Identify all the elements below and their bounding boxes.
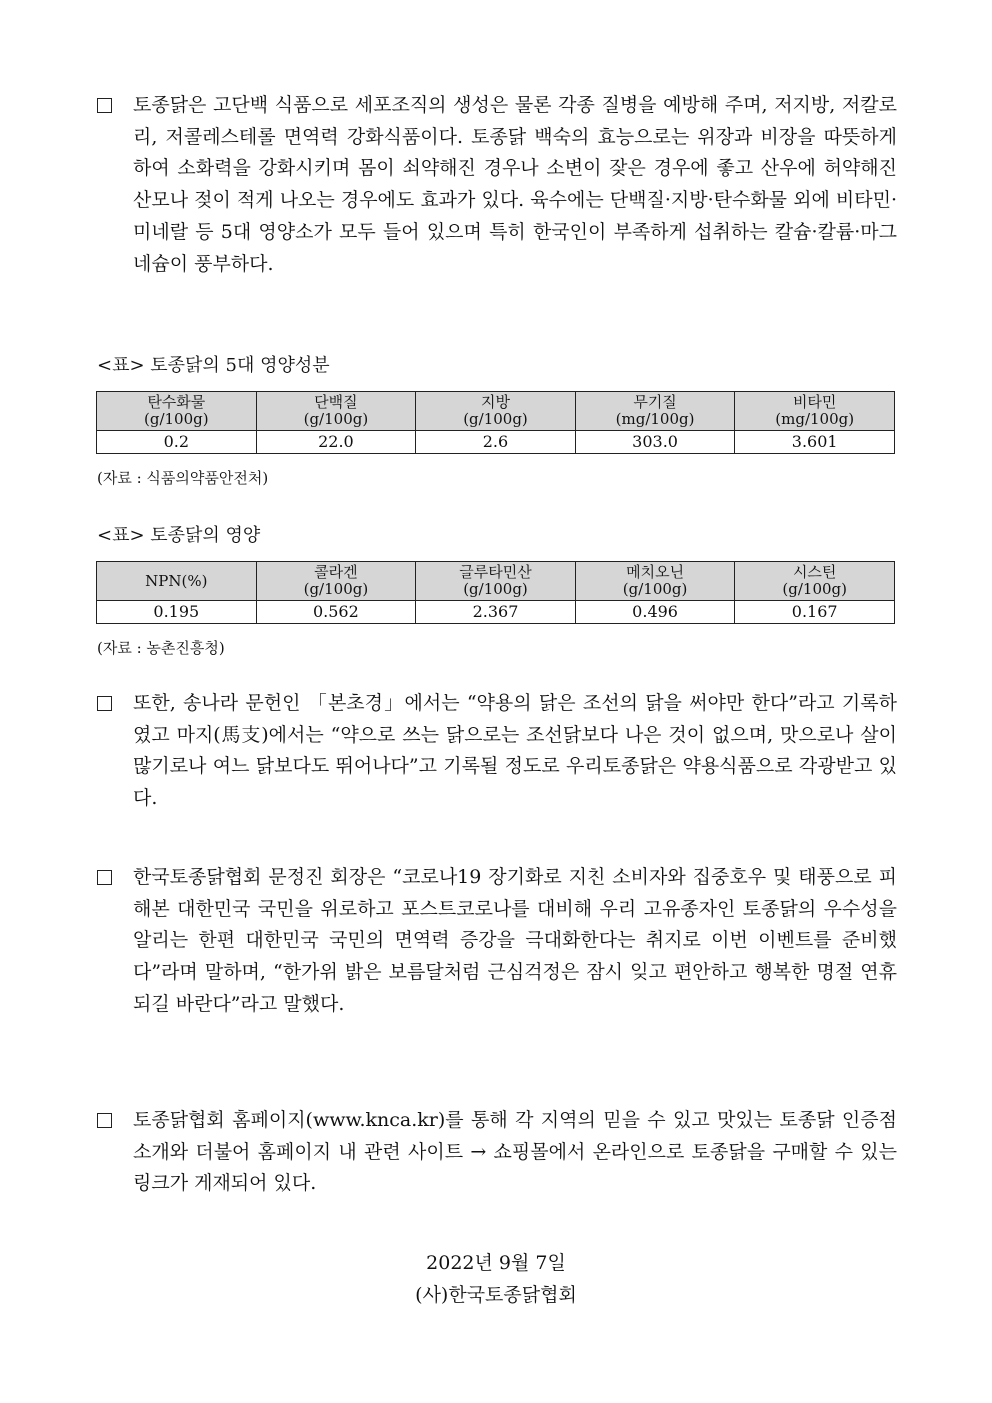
table-header-cell: NPN(%) bbox=[97, 562, 257, 601]
table-header-cell: 콜라겐 (g/100g) bbox=[256, 562, 416, 601]
table-cell: 0.167 bbox=[735, 601, 895, 624]
paragraph-nutrition bbox=[97, 90, 897, 280]
table-cell: 22.0 bbox=[256, 431, 416, 454]
table1-source: (자료 : 식품의약품안전처) bbox=[97, 469, 269, 487]
table-row bbox=[97, 601, 895, 624]
nutrition-table bbox=[96, 391, 895, 454]
table-cell: 0.562 bbox=[256, 601, 416, 624]
paragraph-text: 또한, 송나라 문헌인 「본초경」에서는 “약용의 닭은 조선의 닭을 써야만 한다”라고 기록하였고 마지(馬支)에서는 “약으로 쓰는 닭으로는 조선닭보다 나은 것이 없으며, 맛으로나 살이 많기로나 여느 닭보다도 뛰어나다”고 기록될 정도로 우리토종닭은 약용식품으로 각광받고 있다. bbox=[133, 692, 897, 810]
checkbox-bullet-icon bbox=[97, 1113, 112, 1128]
nutrition-detail-table bbox=[96, 561, 895, 624]
table-cell: 0.2 bbox=[97, 431, 257, 454]
checkbox-bullet-icon bbox=[97, 98, 112, 113]
table-row bbox=[97, 431, 895, 454]
table2-source: (자료 : 농촌진흥청) bbox=[97, 639, 225, 657]
checkbox-bullet-icon bbox=[97, 870, 112, 885]
table-cell: 303.0 bbox=[575, 431, 735, 454]
paragraph-text: 토종닭은 고단백 식품으로 세포조직의 생성은 물론 각종 질병을 예방해 주며, 저지방, 저칼로리, 저콜레스테롤 면역력 강화식품이다. 토종닭 백숙의 효능으로는 위장과 비장을 따뜻하게 하여 소화력을 강화시키며 몸이 쇠약해진 경우나 소변이 잦은 경우에 좋고 산우에 허약해진 산모나 젖이 적게 나오는 경우에도 효과가 있다. 육수에는 단백질·지방·탄수화물 외에 비타민·미네랄 등 5대 영양소가 모두 들어 있으며 특히 한국인이 부족하게 섭취하는 칼슘·칼륨·마그네슘이 풍부하다. bbox=[133, 94, 897, 275]
table-header-cell: 비타민 (mg/100g) bbox=[735, 392, 895, 431]
table-cell: 0.496 bbox=[575, 601, 735, 624]
table-cell: 0.195 bbox=[97, 601, 257, 624]
table-header-cell: 무기질 (mg/100g) bbox=[575, 392, 735, 431]
table2-caption: <표> 토종닭의 영양 bbox=[97, 525, 261, 546]
table1-caption: <표> 토종닭의 5대 영양성분 bbox=[97, 355, 330, 376]
paragraph-homepage bbox=[97, 1105, 897, 1200]
paragraph-chairman-quote bbox=[97, 862, 897, 1021]
table-header-cell: 단백질 (g/100g) bbox=[256, 392, 416, 431]
paragraph-text: 한국토종닭협회 문정진 회장은 “코로나19 장기화로 지친 소비자와 집중호우 및 태풍으로 피해본 대한민국 국민을 위로하고 포스트코로나를 대비해 우리 고유종자인 토종닭의 우수성을 알리는 한편 대한민국 국민의 면역력 증강을 극대화한다는 취지로 이번 이벤트를 준비했다”라며 말하며, “한가위 밝은 보름달처럼 근심걱정은 잠시 잊고 편안하고 행복한 명절 연휴 되길 바란다”라고 말했다. bbox=[133, 866, 897, 1015]
table-header-cell: 지방 (g/100g) bbox=[416, 392, 576, 431]
table-header-row bbox=[97, 392, 895, 431]
checkbox-bullet-icon bbox=[97, 696, 112, 711]
release-date: 2022년 9월 7일 bbox=[426, 1252, 566, 1274]
table-cell: 3.601 bbox=[735, 431, 895, 454]
table-header-row bbox=[97, 562, 895, 601]
table-header-cell: 시스틴 (g/100g) bbox=[735, 562, 895, 601]
table-cell: 2.6 bbox=[416, 431, 576, 454]
table-header-cell: 글루타민산 (g/100g) bbox=[416, 562, 576, 601]
table-header-cell: 탄수화물 (g/100g) bbox=[97, 392, 257, 431]
paragraph-history bbox=[97, 688, 897, 815]
organization-name: (사)한국토종닭협회 bbox=[415, 1284, 577, 1306]
table-header-cell: 메치오닌 (g/100g) bbox=[575, 562, 735, 601]
paragraph-text: 토종닭협회 홈페이지(www.knca.kr)를 통해 각 지역의 믿을 수 있고 맛있는 토종닭 인증점 소개와 더불어 홈페이지 내 관련 사이트 → 쇼핑몰에서 온라인으로 토종닭을 구매할 수 있는 링크가 게재되어 있다. bbox=[133, 1109, 897, 1195]
table-cell: 2.367 bbox=[416, 601, 576, 624]
